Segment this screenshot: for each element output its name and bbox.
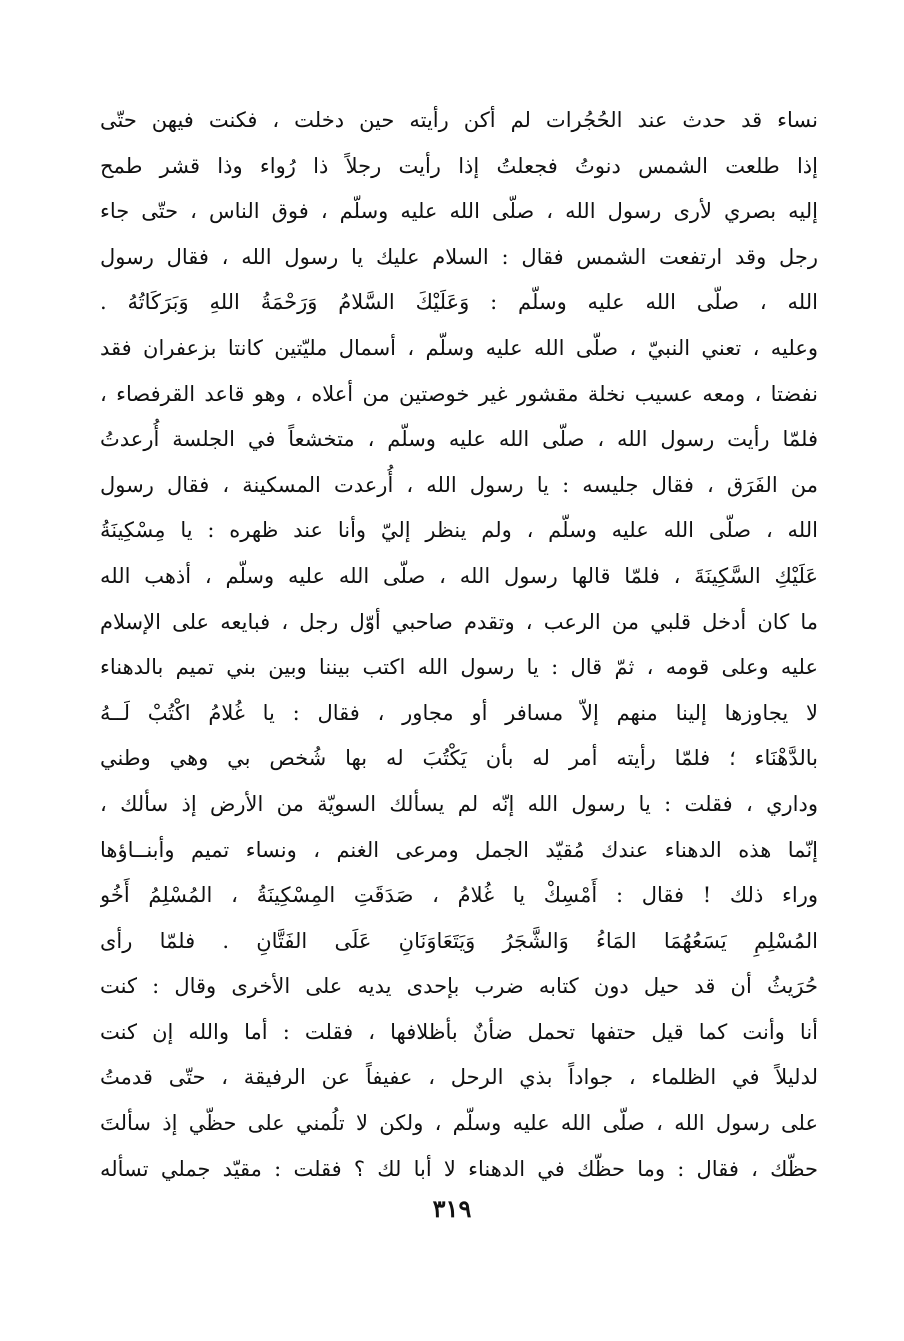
text-line: حُرَيثُ أن قد حيل دون كتابه ضرب بإحدى يديه على الأخرى وقال : كنت <box>100 974 818 999</box>
text-line: إليه بصري لأرى رسول الله ، صلّى الله عليه وسلّم ، فوق الناس ، حتّى جاء <box>100 199 818 224</box>
text-line: رجل وقد ارتفعت الشمس فقال : السلام عليك يا رسول الله ، فقال رسول <box>100 244 818 269</box>
text-line: ما كان أدخل قلبي من الرعب ، وتقدم صاحبي أوّل رجل ، فبايعه على الإسلام <box>100 609 818 634</box>
text-line: وداري ، فقلت : يا رسول الله إنّه لم يسألك السويّة من الأرض إذ سألك ، <box>100 791 818 816</box>
text-line: بالدَّهْنَاء ؛ فلمّا رأيته أمر له بأن يَكْتُبَ له بها شُخص بي وهي وطني <box>100 746 818 771</box>
text-line: فلمّا رأيت رسول الله ، صلّى الله عليه وسلّم ، متخشعاً في الجلسة أُرعدتُ <box>100 427 818 452</box>
text-line: الله ، صلّى الله عليه وسلّم ، ولم ينظر إليّ وأنا عند ظهره : يا مِسْكِينَةُ <box>100 518 818 543</box>
text-line: من الفَرَق ، فقال جليسه : يا رسول الله ، أُرعدت المسكينة ، فقال رسول <box>100 472 818 497</box>
text-line: نفضتا ، ومعه عسيب نخلة مقشور غير خوصتين من أعلاه ، وهو قاعد القرفصاء ، <box>100 381 818 406</box>
text-line: وعليه ، تعني النبيّ ، صلّى الله عليه وسلّم ، أسمال مليّتين كانتا بزعفران فقد <box>100 335 818 360</box>
text-line: إنّما هذه الدهناء عندك مُقيّد الجمل ومرعى الغنم ، ونساء تميم وأبنــاؤها <box>100 837 818 862</box>
text-line: عَلَيْكِ السَّكِينَةَ ، فلمّا قالها رسول الله ، صلّى الله عليه وسلّم ، أذهب الله <box>100 563 818 588</box>
text-line: حظّك ، فقال : وما حظّك في الدهناء لا أبا لك ؟ فقلت : مقيّد جملي تسأله <box>100 1156 818 1181</box>
text-line: نساء قد حدث عند الحُجُرات لم أكن رأيته حين دخلت ، فكنت فيهن حتّى <box>100 108 818 132</box>
text-line: المُسْلِمِ يَسَعُهُمَا المَاءُ وَالشَّجَرُ وَيَتَعَاوَنَانِ عَلَى الفَتَّانِ . فلمّا رأى <box>100 928 818 953</box>
body-text <box>100 98 818 1192</box>
text-line: على رسول الله ، صلّى الله عليه وسلّم ، ولكن لا تلُمني على حظّي إذ سألتَ <box>100 1111 818 1136</box>
page-number: ٣١٩ <box>432 1194 472 1223</box>
text-line: عليه وعلى قومه ، ثمّ قال : يا رسول الله اكتب بيننا وبين بني تميم بالدهناء <box>100 655 818 680</box>
text-line: الله ، صلّى الله عليه وسلّم : وَعَلَيْكَ السَّلامُ وَرَحْمَةُ اللهِ وَبَرَكَاتُهُ . <box>100 290 818 315</box>
text-line: لا يجاوزها إلينا منهم إلاّ مسافر أو مجاور ، فقال : يا غُلامُ اكْتُبْ لَــهُ <box>100 700 818 725</box>
text-line: وراء ذلك ! فقال : أَمْسِكْ يا غُلامُ ، صَدَقَتِ المِسْكِينَةُ ، المُسْلِمُ أَخُو <box>100 883 818 908</box>
text-line: أنا وأنت كما قيل حتفها تحمل ضأنٌ بأظلافها ، فقلت : أما والله إن كنت <box>100 1019 818 1044</box>
text-line: إذا طلعت الشمس دنوتُ فجعلتُ إذا رأيت رجلاً ذا رُواء وذا قشر طمح <box>100 153 818 178</box>
text-line: لدليلاً في الظلماء ، جواداً بذي الرحل ، عفيفاً عن الرفيقة ، حتّى قدمتُ <box>100 1065 818 1090</box>
